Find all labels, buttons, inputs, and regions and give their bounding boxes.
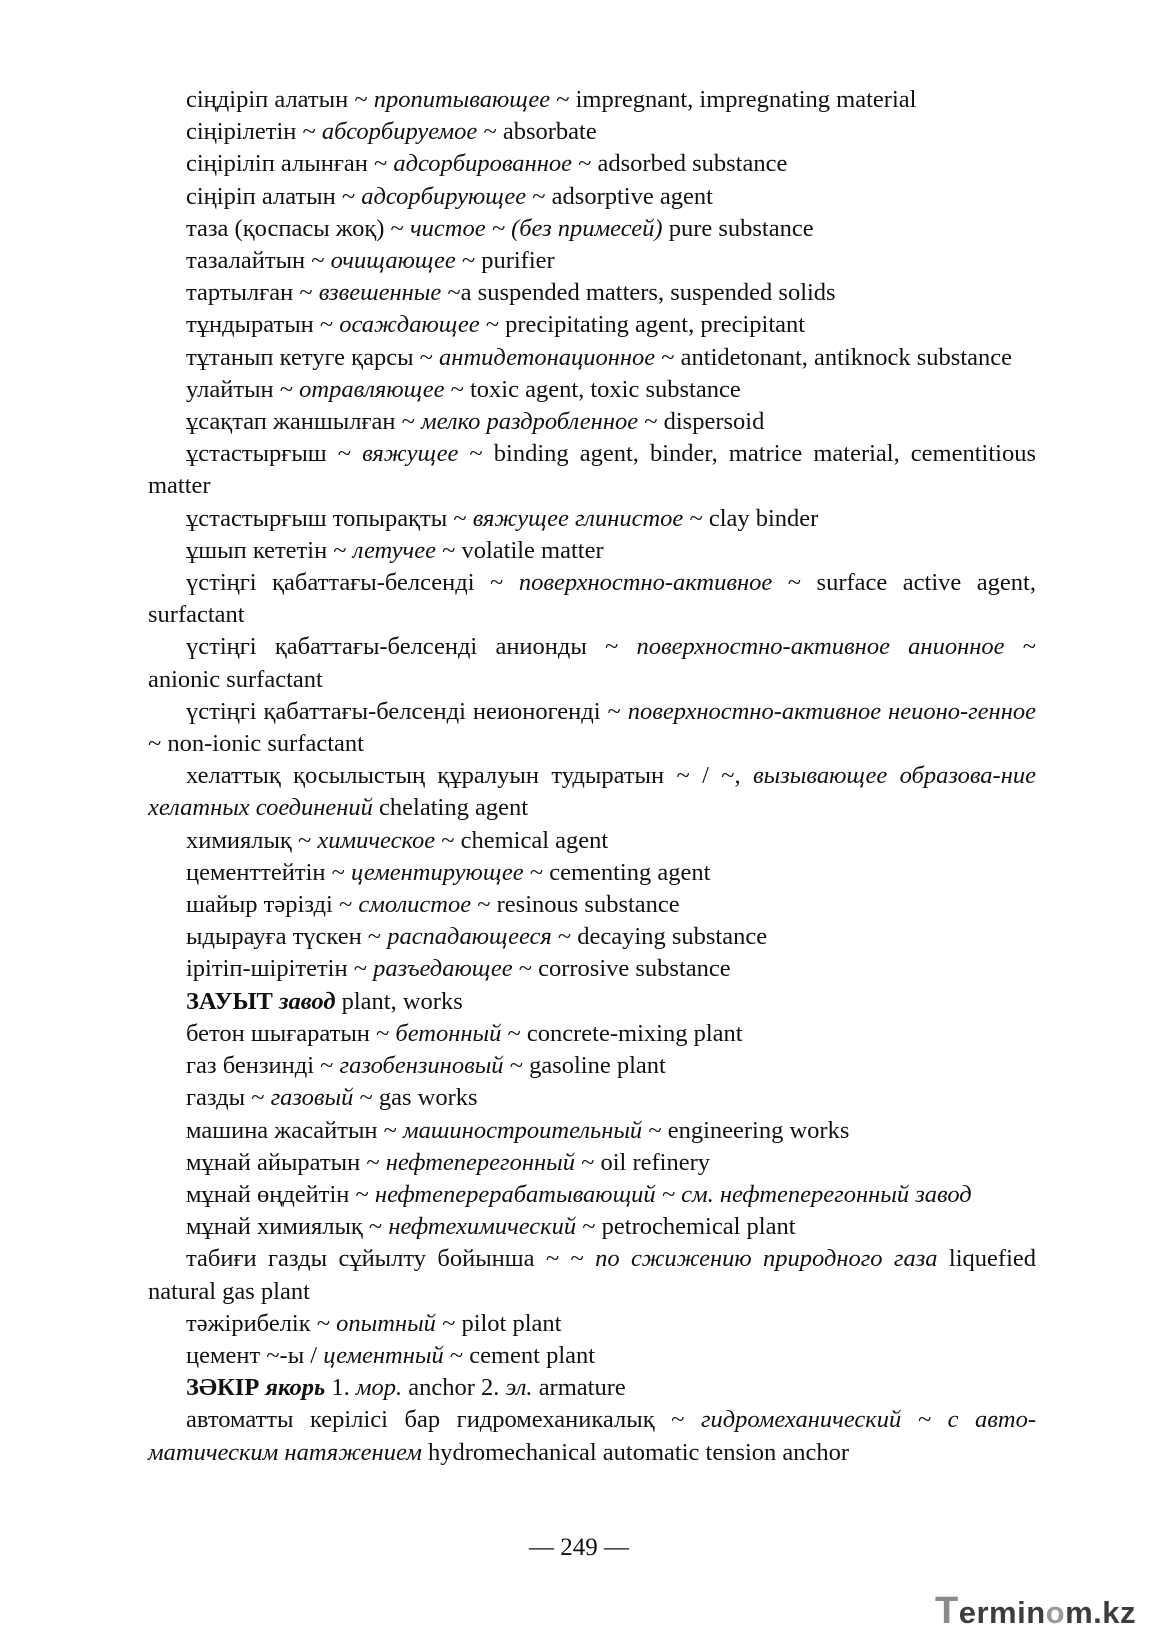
russian-term: разъедающее xyxy=(373,955,513,983)
entry-text: ~ gasoline plant xyxy=(503,1052,666,1080)
russian-term: химическое xyxy=(317,826,436,854)
entry-text: ~ chemical agent xyxy=(435,826,609,854)
dictionary-entry xyxy=(148,696,1036,760)
entry-text: үстіңгі қабаттағы-белсенді анионды ~ xyxy=(186,633,637,661)
dictionary-entry xyxy=(148,309,1036,341)
dictionary-entry xyxy=(148,889,1036,921)
entry-text: ~ anionic surfactant xyxy=(148,633,1036,693)
entry-text: ұстастырғыш топырақты ~ xyxy=(186,504,473,532)
entry-text: мұнай химиялық ~ xyxy=(186,1213,389,1241)
entry-text: тәжірибелік ~ xyxy=(186,1309,337,1337)
dictionary-entry xyxy=(148,986,1036,1018)
dictionary-entry xyxy=(148,1372,1036,1404)
entry-text: ~ clay binder xyxy=(683,504,819,532)
entry-text: машина жасайтын ~ xyxy=(186,1116,404,1144)
russian-term: завод xyxy=(278,987,336,1015)
headword: ЗӘКІР xyxy=(186,1374,260,1402)
entry-text: ~ volatile matter xyxy=(435,536,604,564)
russian-term: цементирующее xyxy=(351,858,524,886)
dictionary-entry xyxy=(148,374,1036,406)
entry-text: тұндыратын ~ xyxy=(186,311,340,339)
dictionary-entry xyxy=(148,213,1036,245)
russian-term: гидромеханический ~ с авто-матическим натяжением xyxy=(148,1406,1036,1466)
entry-text: үстіңгі қабаттағы-белсенді неионогенді ~ xyxy=(186,697,628,725)
entry-text: ~ impregnant, impregnating material xyxy=(550,86,917,113)
headword: ЗАУЫТ xyxy=(186,987,273,1015)
entry-text: ~ dispersoid xyxy=(638,408,765,436)
entry-text: бетон шығаратын ~ xyxy=(186,1019,396,1047)
page-number: — 249 — xyxy=(529,1534,629,1561)
russian-term: машиностроительный xyxy=(403,1116,643,1144)
entry-text: plant, works xyxy=(335,987,463,1015)
entry-text: шайыр тәрізді ~ xyxy=(186,891,359,919)
russian-term: нефтеперерабатывающий ~ см. нефтеперегонный завод xyxy=(374,1180,972,1208)
entry-text: газды ~ xyxy=(186,1084,271,1112)
entry-text: ~ gas works xyxy=(353,1084,478,1112)
entry-text: ~ engineering works xyxy=(642,1116,850,1144)
dictionary-entry xyxy=(148,342,1036,374)
entry-text: хелаттық қосылыстың құралуын тудыратын ~ / ~, xyxy=(186,762,754,790)
russian-term: очищающее xyxy=(330,247,456,275)
dictionary-entry xyxy=(148,1308,1036,1340)
dictionary-entry xyxy=(148,1243,1036,1307)
entry-text: тартылған ~ xyxy=(186,279,319,307)
russian-term: нефтехимический xyxy=(388,1213,577,1241)
dictionary-entry xyxy=(148,503,1036,535)
russian-term: нефтеперегонный xyxy=(385,1148,575,1176)
dictionary-entry xyxy=(148,921,1036,953)
entry-text: ~ decaying substance xyxy=(551,923,768,951)
dictionary-entry xyxy=(148,857,1036,889)
dictionary-entry xyxy=(148,1147,1036,1179)
entry-text: ~ surface active agent, surfactant xyxy=(148,569,1036,629)
dictionary-entry xyxy=(148,1211,1036,1243)
dictionary-entry xyxy=(148,1404,1036,1468)
russian-term: распадающееся xyxy=(387,923,552,951)
russian-term: поверхностно-активное xyxy=(518,569,773,597)
entry-text: ~ cement plant xyxy=(443,1341,596,1369)
entry-text: автоматты керілісі бар гидромеханикалық ~ xyxy=(186,1406,701,1434)
russian-term: осаждающее xyxy=(339,311,480,339)
dictionary-entry xyxy=(148,148,1036,180)
entry-text: ~ precipitating agent, precipitant xyxy=(479,311,806,339)
entry-text: таза (қоспасы жоқ) ~ xyxy=(186,214,410,242)
entry-text: улайтын ~ xyxy=(186,375,300,403)
dictionary-entry xyxy=(148,406,1036,438)
dictionary-entry xyxy=(148,84,1036,116)
entry-text: ұстастырғыш ~ xyxy=(186,440,363,468)
russian-term: поверхностно-активное анионное xyxy=(636,633,1005,661)
russian-term: газовый xyxy=(270,1084,354,1112)
russian-term: цементный xyxy=(323,1341,444,1369)
dictionary-entry xyxy=(148,1050,1036,1082)
entry-text: сіңіріліп алынған ~ xyxy=(186,150,394,178)
entry-text: ~ purifier xyxy=(455,247,555,275)
entry-text: 1. xyxy=(325,1374,356,1402)
dictionary-entry xyxy=(148,760,1036,824)
entry-text: цементтейтін ~ xyxy=(186,858,352,886)
entry-text: ~ cementing agent xyxy=(523,858,711,886)
russian-term: мор. xyxy=(355,1374,403,1402)
entry-text: табиғи газды сұйылту бойынша ~ ~ xyxy=(186,1245,596,1273)
entry-text: ~ absorbate xyxy=(477,118,597,146)
dictionary-entry xyxy=(148,438,1036,502)
russian-term: адсорбированное xyxy=(393,150,572,178)
russian-term: абсорбируемое xyxy=(321,118,478,146)
russian-term: вяжущее xyxy=(362,440,459,468)
entry-text: ~ non-ionic surfactant xyxy=(148,730,364,758)
russian-term: эл. xyxy=(505,1374,533,1402)
russian-term: бетонный xyxy=(395,1019,502,1047)
entry-text: ~ antidetonant, antiknock substance xyxy=(655,343,1013,371)
russian-term: пропитывающее xyxy=(373,86,551,113)
dictionary-entry xyxy=(148,825,1036,857)
dictionary-entry xyxy=(148,1018,1036,1050)
entry-text: үстіңгі қабаттағы-белсенді ~ xyxy=(186,569,519,597)
entry-text: сіңірілетін ~ xyxy=(186,118,322,146)
entry-text: сіңдіріп алатын ~ xyxy=(186,86,374,113)
entry-text: ~ concrete-mixing plant xyxy=(501,1019,743,1047)
russian-term: летучее xyxy=(352,536,436,564)
entry-text: ұсақтап жаншылған ~ xyxy=(186,408,421,436)
dictionary-entry xyxy=(148,631,1036,695)
russian-term: вяжущее глинистое xyxy=(472,504,684,532)
entry-text: ~ binding agent, binder, matrice material, cementitious matter xyxy=(148,440,1036,500)
entry-text: ~a suspended matters, suspended solids xyxy=(441,279,836,307)
russian-term: опытный xyxy=(336,1309,436,1337)
dictionary-entry xyxy=(148,277,1036,309)
russian-term: взвешенные xyxy=(318,279,442,307)
entry-text: ~ pilot plant xyxy=(435,1309,562,1337)
entry-text: химиялық ~ xyxy=(186,826,318,854)
dictionary-entry xyxy=(148,567,1036,631)
entry-text: liquefied natural gas plant xyxy=(148,1245,1036,1305)
entry-text: ірітіп-шірітетін ~ xyxy=(186,955,374,983)
entry-text: сіңіріп алатын ~ xyxy=(186,182,362,210)
russian-term: вызывающее образова-ние хелатных соединений xyxy=(148,762,1036,822)
entry-text: тұтанып кетуге қарсы ~ xyxy=(186,343,440,371)
dictionary-entry xyxy=(148,1179,1036,1211)
entry-text: ~ toxic agent, toxic substance xyxy=(444,375,741,403)
entry-text: ~ adsorptive agent xyxy=(526,182,713,210)
entry-text: ұшып кететін ~ xyxy=(186,536,353,564)
russian-term: газобензиновый xyxy=(339,1052,504,1080)
entry-text: цемент ~-ы / xyxy=(186,1341,324,1369)
entry-text: тазалайтын ~ xyxy=(186,247,331,275)
termincom-logo: Terminom.kz xyxy=(935,1590,1136,1632)
russian-term: по сжижению природного газа xyxy=(595,1245,938,1273)
entry-text: газ бензинді ~ xyxy=(186,1052,340,1080)
entry-text: ыдырауға түскен ~ xyxy=(186,923,388,951)
dictionary-entry xyxy=(148,953,1036,985)
dictionary-entry xyxy=(148,116,1036,148)
dictionary-entry xyxy=(148,181,1036,213)
russian-term: якорь xyxy=(265,1374,326,1402)
entry-text: мұнай айыратын ~ xyxy=(186,1148,386,1176)
dictionary-entry xyxy=(148,1115,1036,1147)
russian-term: адсорбирующее xyxy=(361,182,527,210)
dictionary-body xyxy=(148,84,1036,1469)
entry-text: ~ adsorbed substance xyxy=(572,150,788,178)
entry-text: armature xyxy=(532,1374,626,1402)
entry-text: мұнай өңдейтін ~ xyxy=(186,1180,375,1208)
dictionary-entry xyxy=(148,245,1036,277)
entry-text: pure substance xyxy=(662,214,814,242)
entry-text: ~ oil refinery xyxy=(574,1148,710,1176)
entry-text: ~ resinous substance xyxy=(471,891,680,919)
entry-text: hydromechanical automatic tension anchor xyxy=(421,1438,850,1466)
russian-term: поверхностно-активное неионо-генное xyxy=(627,697,1036,725)
dictionary-entry xyxy=(148,535,1036,567)
russian-term: смолистое xyxy=(358,891,472,919)
entry-text: chelating agent xyxy=(372,794,529,822)
russian-term: чистое ~ (без примесей) xyxy=(409,214,663,242)
russian-term: антидетонационное xyxy=(439,343,656,371)
entry-text: ~ corrosive substance xyxy=(512,955,731,983)
russian-term: отравляющее xyxy=(299,375,445,403)
entry-text: ~ petrochemical plant xyxy=(576,1213,796,1241)
dictionary-entry xyxy=(148,1082,1036,1114)
entry-text: anchor 2. xyxy=(402,1374,506,1402)
dictionary-entry xyxy=(148,1340,1036,1372)
russian-term: мелко раздробленное xyxy=(421,408,639,436)
